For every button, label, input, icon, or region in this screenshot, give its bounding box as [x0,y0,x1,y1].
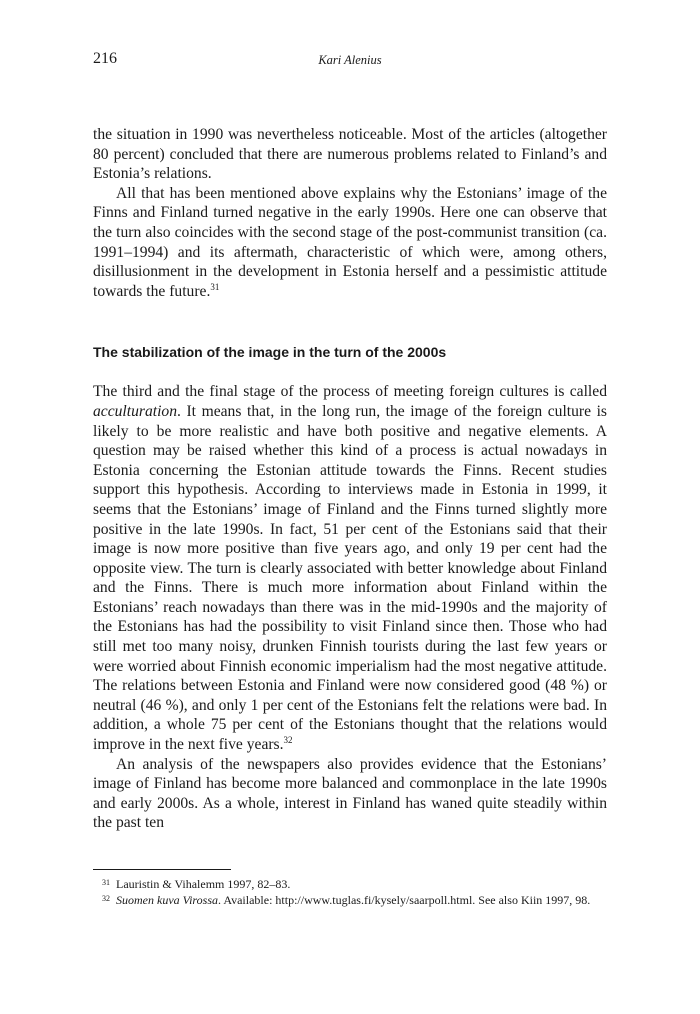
footnote-reference: 32 [283,735,293,746]
footnote-reference: 31 [210,281,220,292]
footnotes [93,877,607,908]
paragraph [93,755,607,833]
paragraph-text: . It means that, in the long run, the image of the foreign culture is likely to be more realistic and have both positive and negative elements. A question may be raised whether this kind of a process is actual nowadays in Estonia concerning the Estonian attitude towards the Finns. Recent studies support this hypothesis. According to interviews made in Estonia in 1999, it seems that the Estonians’ image of Finland and the Finns turned slightly more positive in the late 1990s. In fact, 51 per cent of the Estonians said that their image is now more positive than five years ago, and only 19 per cent had the opposite view. The turn is clearly associated with better knowledge about Finland and the Finns. There is much more information about Finland within the Estonians’ reach nowadays than there was in the mid-1990s and the majority of the Estonians has had the possibility to visit Finland since then. Those who had still met too many noisy, drunken Finnish tourists during the last few years or were worried about Finnish economic imperialism had the most negative attitude. The relations between Estonia and Finland were now considered good (48 %) or neutral (46 %), and only 1 per cent of the Estonians felt the relations were bad. In addition, a whole 75 per cent of the Estonians thought that the relations would improve in the next five years. [93,402,607,754]
footnote-number: 31 [102,878,110,887]
paragraph-text: An analysis of the newspapers also provides evidence that the Estonians’ image of Finland has become more balanced and commonplace in the late 1990s and early 2000s. As a whole, interest in Finland has waned quite steadily within the past ten [93,755,607,832]
paragraph-text: the situation in 1990 was nevertheless noticeable. Most of the articles (altogether 80 percent) concluded that there are numerous problems related to Finland’s and Estonia’s relations. [93,126,607,183]
footnote-text: Lauristin & Vihalemm 1997, 82–83. [116,877,291,891]
section-heading: The stabilization of the image in the turn of the 2000s [93,344,447,361]
footnote-divider [93,869,231,870]
footnote-title: Suomen kuva Virossa [116,892,218,907]
book-page [93,0,607,1014]
running-head-author: Kari Alenius [318,53,382,67]
paragraph [93,184,607,302]
footnote-31 [93,877,607,893]
page-header [93,49,607,71]
paragraph-text: The third and the final stage of the process of meeting foreign cultures is called [93,383,607,401]
footnote-32 [93,893,607,909]
paragraph-text: All that has been mentioned above explains why the Estonians’ image of the Finns and Finland turned negative in the early 1990s. Here one can observe that the turn also coincides with the second stage of the post-communist transition (ca. 1991–1994) and its aftermath, characteristic of which were, among others, disillusionment in the development in Estonia herself and a pessimistic attitude towards the future. [93,184,607,300]
paragraph [93,382,607,754]
page-number: 216 [93,50,117,67]
paragraph-continued [93,125,607,184]
footnote-number: 32 [102,893,110,903]
body-text [93,125,607,833]
italic-term: acculturation [93,402,178,420]
footnote-text: . Available: http://www.tuglas.fi/kysely/saarpoll.html. See also Kiin 1997, 98. [217,892,591,907]
